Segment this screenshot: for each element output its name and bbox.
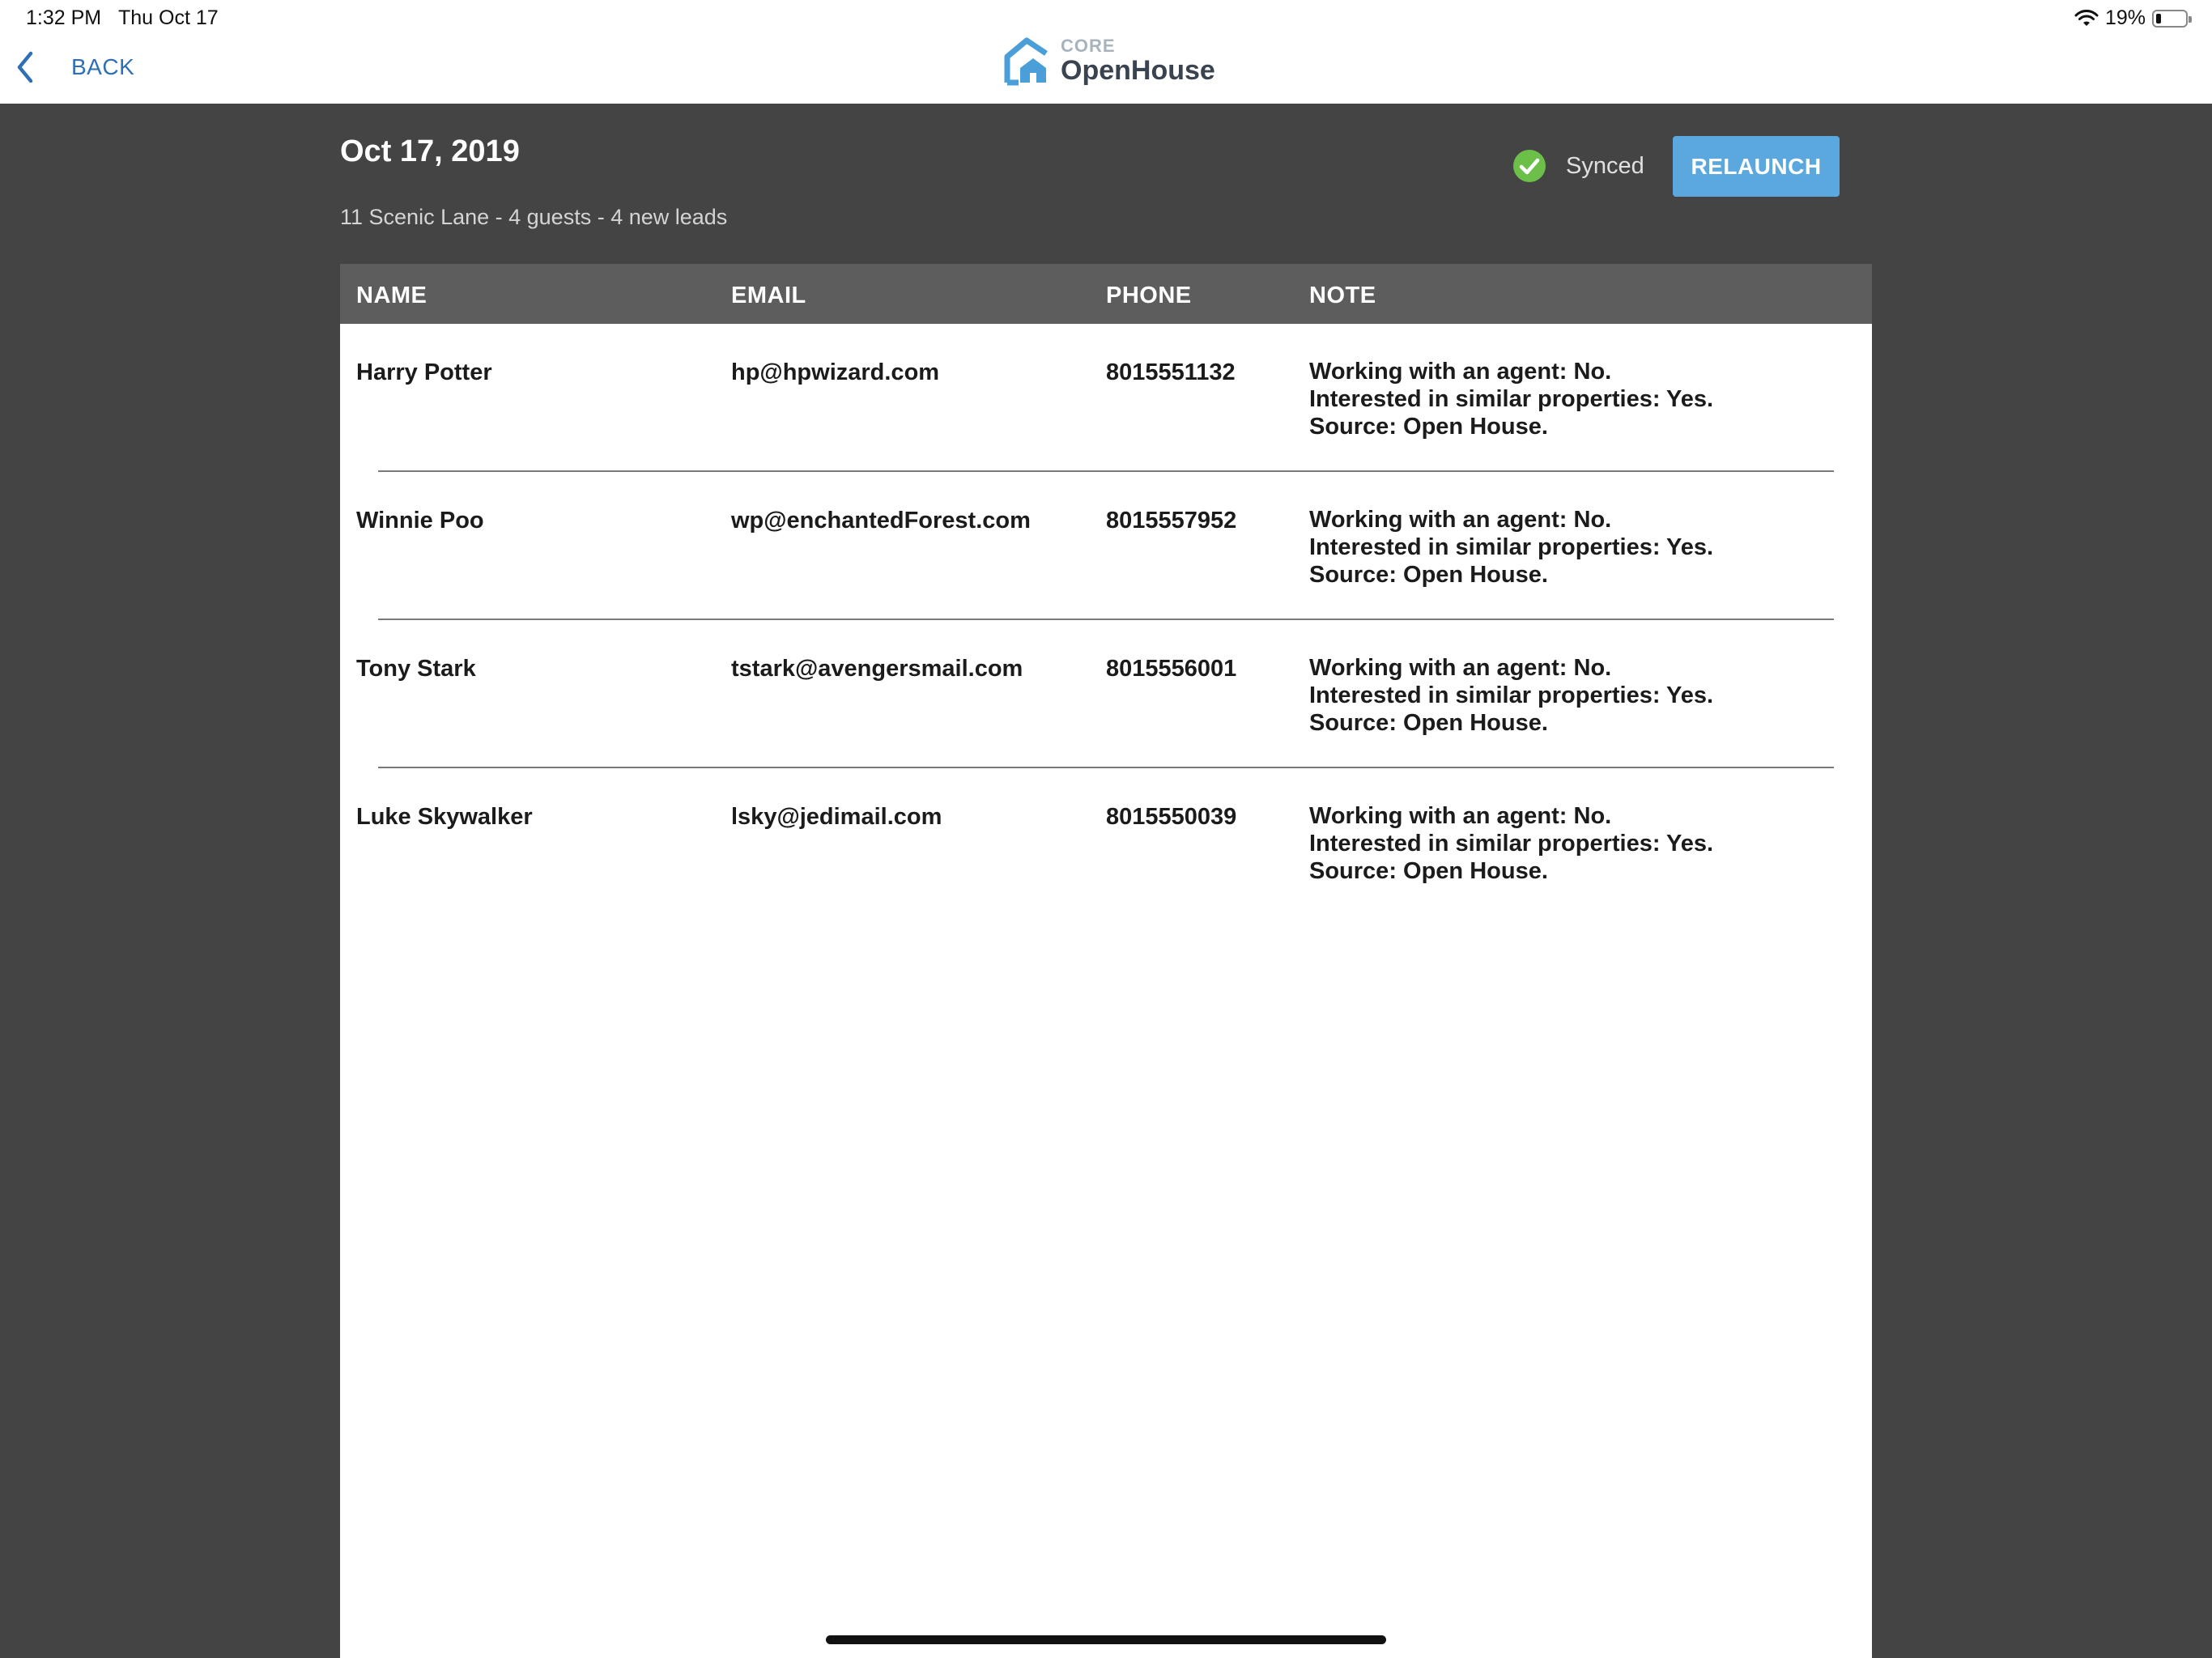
lead-name: Tony Stark — [356, 656, 476, 682]
status-date: Thu Oct 17 — [118, 6, 219, 29]
column-header-name: NAME — [356, 283, 428, 308]
logo-name-text: OpenHouse — [1061, 55, 1215, 86]
note-line: Interested in similar properties: Yes. — [1309, 682, 1714, 708]
lead-phone: 8015557952 — [1106, 508, 1237, 534]
lead-name: Winnie Poo — [356, 508, 484, 534]
top-bar — [0, 0, 2212, 104]
lead-note — [1309, 802, 1713, 885]
lead-name: Harry Potter — [356, 359, 492, 385]
lead-email: tstark@avengersmail.com — [731, 656, 1023, 682]
lead-phone: 8015550039 — [1106, 804, 1237, 830]
battery-icon — [2152, 10, 2188, 28]
table-row[interactable] — [340, 324, 1872, 472]
table-row[interactable] — [340, 768, 1872, 916]
lead-email: wp@enchantedForest.com — [731, 508, 1031, 534]
note-line: Source: Open House. — [1309, 562, 1548, 588]
lead-note — [1309, 654, 1713, 737]
note-line: Working with an agent: No. — [1309, 359, 1612, 385]
home-indicator[interactable] — [826, 1635, 1386, 1644]
lead-name: Luke Skywalker — [356, 804, 533, 830]
status-indicators — [2074, 6, 2188, 30]
sync-status — [1512, 149, 1644, 183]
page-title: Oct 17, 2019 — [340, 134, 520, 168]
note-line: Working with an agent: No. — [1309, 507, 1612, 533]
wifi-icon — [2074, 10, 2099, 28]
leads-table — [340, 264, 1872, 1658]
note-line: Source: Open House. — [1309, 414, 1548, 440]
back-label: BACK — [71, 54, 135, 79]
note-line: Source: Open House. — [1309, 858, 1548, 884]
battery-level — [2156, 14, 2161, 23]
table-row[interactable] — [340, 620, 1872, 768]
note-line: Interested in similar properties: Yes. — [1309, 534, 1714, 560]
page-subtitle: 11 Scenic Lane - 4 guests - 4 new leads — [340, 205, 728, 229]
column-header-email: EMAIL — [731, 283, 806, 308]
column-header-note: NOTE — [1309, 283, 1376, 308]
lead-email: lsky@jedimail.com — [731, 804, 942, 830]
relaunch-button[interactable]: RELAUNCH — [1673, 136, 1840, 197]
note-line: Interested in similar properties: Yes. — [1309, 386, 1714, 412]
table-header — [340, 264, 1872, 324]
chevron-left-icon — [15, 50, 36, 84]
sync-label: Synced — [1566, 152, 1644, 179]
note-line: Interested in similar properties: Yes. — [1309, 831, 1714, 857]
battery-percent: 19% — [2104, 6, 2146, 29]
logo-core-text: CORE — [1061, 36, 1116, 56]
note-line: Source: Open House. — [1309, 710, 1548, 736]
status-time: 1:32 PM — [26, 6, 102, 29]
house-logo-icon — [1002, 36, 1054, 86]
note-line: Working with an agent: No. — [1309, 803, 1612, 829]
lead-phone: 8015551132 — [1106, 359, 1236, 385]
back-button[interactable] — [15, 50, 134, 84]
lead-note — [1309, 506, 1713, 589]
check-circle-icon — [1512, 149, 1546, 183]
table-row[interactable] — [340, 472, 1872, 620]
lead-email: hp@hpwizard.com — [731, 359, 940, 385]
lead-note — [1309, 358, 1713, 440]
column-header-phone: PHONE — [1106, 283, 1192, 308]
lead-phone: 8015556001 — [1106, 656, 1237, 682]
app-logo — [1002, 36, 1215, 86]
note-line: Working with an agent: No. — [1309, 655, 1612, 681]
